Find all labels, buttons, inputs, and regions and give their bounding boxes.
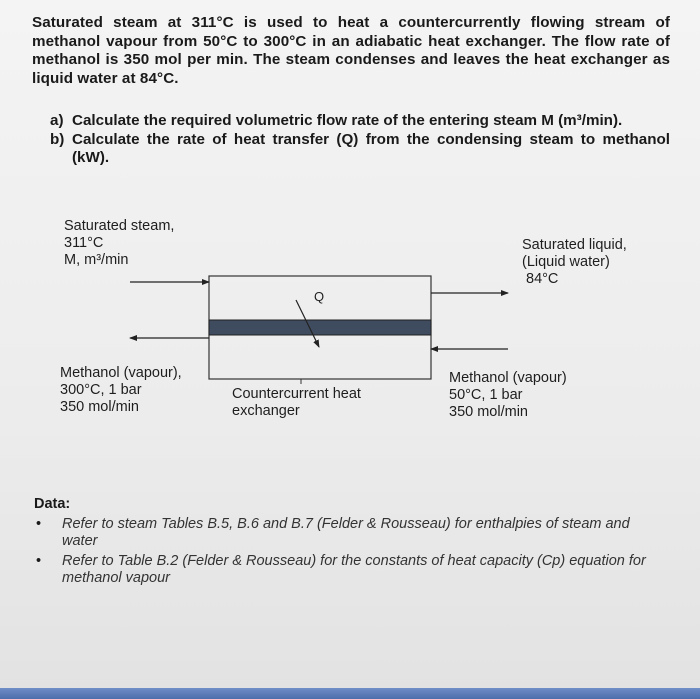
problem-statement: Saturated steam at 311°C is used to heat a countercurrently flowing stream of methanol vapour from 50°C to 300°C in an adiabatic heat exchanger. The flow rate of methanol is 350 mol per min. The steam condenses and leaves the heat exchanger as liquid water at 84°C.: [32, 14, 670, 87]
question-text: Calculate the rate of heat transfer (Q) from the condensing steam to methanol (kW).: [72, 130, 670, 166]
bullet-text: Refer to Table B.2 (Felder & Rousseau) for the constants of heat capacity (Cp) equation for methanol vapour: [62, 553, 646, 586]
liquid-outlet-line3: 84°C: [526, 271, 559, 287]
bottom-bar: [0, 688, 700, 699]
exchanger-tube: [209, 320, 431, 335]
bullet-icon: •: [36, 516, 42, 532]
liquid-outlet-label: [522, 237, 627, 288]
heat-label: Q: [314, 289, 325, 304]
steam-inlet-line1: Saturated steam,: [64, 218, 175, 234]
steam-inlet-line2: 311°C: [64, 235, 104, 251]
steam-inlet-line3: M, m³/min: [64, 252, 129, 268]
steam-inlet-label: [64, 218, 174, 269]
exchanger-label: [232, 386, 361, 420]
question-label: a): [50, 112, 64, 129]
data-bullet: [34, 516, 674, 550]
methanol-outlet-line1: Methanol (vapour),: [60, 365, 182, 381]
methanol-inlet-line3: 350 mol/min: [449, 404, 528, 420]
exchanger-label-line1: Countercurrent heat: [232, 386, 361, 402]
question-label: b): [50, 130, 65, 148]
methanol-outlet-label: [60, 365, 182, 416]
exchanger-label-line2: exchanger: [232, 403, 300, 419]
bullet-icon: •: [36, 553, 42, 569]
methanol-outlet-line2: 300°C, 1 bar: [60, 382, 142, 398]
data-title: Data:: [34, 496, 71, 512]
bullet-text: Refer to steam Tables B.5, B.6 and B.7 (Felder & Rousseau) for enthalpies of steam and water: [62, 516, 630, 549]
data-bullet: [34, 553, 674, 587]
question-text: Calculate the required volumetric flow rate of the entering steam M (m³/min).: [72, 112, 623, 129]
liquid-outlet-line2: (Liquid water): [522, 254, 610, 270]
methanol-inlet-label: [449, 370, 567, 421]
methanol-inlet-line1: Methanol (vapour): [449, 370, 567, 386]
data-section: [34, 496, 674, 587]
liquid-outlet-line1: Saturated liquid,: [522, 237, 627, 253]
methanol-inlet-line2: 50°C, 1 bar: [449, 387, 523, 403]
methanol-outlet-line3: 350 mol/min: [60, 399, 139, 415]
